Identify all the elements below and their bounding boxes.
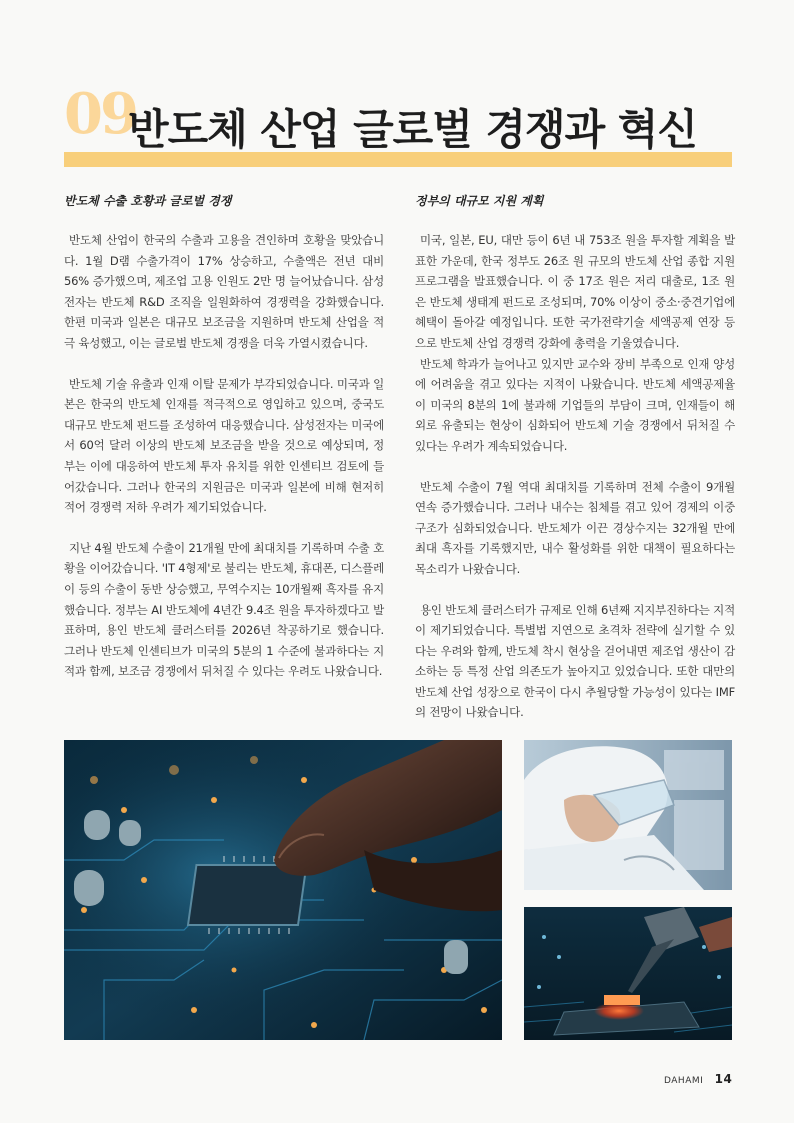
- paragraph: 용인 반도체 클러스터가 규제로 인해 6년째 지지부진하다는 지적이 제기되었습니다. 특별법 지연으로 초격차 전략에 실기할 수 있다는 우려와 함께, 반도체 착시 현상을 걷어내면 제조업 생산이 감소하는 등 특정 산업 의존도가 높아지고 있었습니다. 또한 대만의 반도체 산업 성장으로 한국이 다시 추월당할 가능성이 있다는 IMF의 전망이 나왔습니다.: [415, 602, 735, 720]
- paragraph: 반도체 학과가 늘어나고 있지만 교수와 장비 부족으로 인재 양성에 어려움을 겪고 있다는 지적이 나왔습니다. 반도체 세액공제율이 미국의 8분의 1에 불과해 기업들의 부담이 크며, 인재들이 해외로 유출되는 현상이 심화되어 반도체 기술 경쟁에서 뒤처질 수 있다는 우려가 계속되었습니다.: [415, 356, 735, 453]
- page-number: 14: [714, 1072, 733, 1086]
- paragraph: 지난 4월 반도체 수출이 21개월 만에 최대치를 기록하며 수출 호황을 이어갔습니다. 'IT 4형제'로 불리는 반도체, 휴대폰, 디스플레이 등의 수출이 동반 상승했고, 무역수지는 10개월째 흑자를 유지했습니다. 정부는 AI 반도체에 4년간 9.4조 원을 투자하겠다고 발표하며, 용인 반도체 클러스터를 2026년 착공하기로 했습니다. 그러나 반도체 인센티브가 미국의 5분의 1 수준에 불과하다는 지적과 함께, 보조금 경쟁에서 뒤처질 수 있다는 우려도 나왔습니다.: [64, 540, 384, 679]
- footer-brand: DAHAMI: [664, 1076, 704, 1086]
- chip-probe-photo: [524, 907, 732, 1040]
- paragraph: 반도체 수출이 7월 역대 최대치를 기록하며 전체 수출이 9개월 연속 증가했습니다. 그러나 내수는 침체를 겪고 있어 경제의 이중구조가 심화되었습니다. 반도체가 이끈 경상수지는 32개월 만에 최대 흑자를 기록했지만, 내수 활성화를 위한 대책이 필요하다는 목소리가 나왔습니다.: [415, 479, 735, 576]
- cleanroom-technician-photo: [524, 740, 732, 890]
- page-title: 반도체 산업 글로벌 경쟁과 혁신: [128, 105, 697, 154]
- section-heading-government-support: 정부의 대규모 지원 계획: [415, 194, 544, 208]
- paragraph: 미국, 일본, EU, 대만 등이 6년 내 753조 원을 투자할 계획을 발표한 가운데, 한국 정부도 26조 원 규모의 반도체 산업 종합 지원 프로그램을 발표했습니다. 이 중 17조 원은 저리 대출로, 1조 원은 반도체 생태계 펀드로 조성되며, 70% 이상이 중소·중견기업에 혜택이 돌아갈 예정입니다. 또한 국가전략기술 세액공제 연장 등으로 반도체 산업 경쟁력 강화에 총력을 기울였습니다.: [415, 233, 735, 350]
- chapter-number: 09: [64, 81, 136, 147]
- paragraph: 반도체 산업이 한국의 수출과 고용을 견인하며 호황을 맞았습니다. 1월 D램 수출가격이 17% 상승하고, 수출액은 전년 대비 56% 증가했으며, 제조업 고용 인원도 2만 명 늘어났습니다. 삼성전자는 반도체 R&D 조직을 일원화하여 경쟁력을 강화했습니다. 한편 미국과 일본은 대규모 보조금을 지원하며 반도체 산업을 적극 육성했고, 이는 글로벌 반도체 경쟁을 더욱 가열시켰습니다.: [64, 233, 384, 350]
- chapter-header: [64, 82, 732, 172]
- paragraph: 반도체 기술 유출과 인재 이탈 문제가 부각되었습니다. 미국과 일본은 한국의 반도체 인재를 적극적으로 영입하고 있으며, 중국도 대규모 반도체 펀드를 조성하여 대응했습니다. 삼성전자는 미국에서 60억 달러 이상의 반도체 보조금을 받을 것으로 예상되며, 정부는 이에 대응하여 반도체 투자 유치를 위한 인센티브 검토에 들어갔습니다. 그러나 한국의 지원금은 미국과 일본에 비해 현저히 적어 경쟁력 저하 우려가 제기되었습니다.: [64, 376, 384, 515]
- circuit-board-finger-photo: [64, 740, 502, 1040]
- section-heading-export-boom: 반도체 수출 호황과 글로벌 경쟁: [64, 194, 232, 208]
- page-footer: [664, 1072, 732, 1086]
- left-column: [64, 192, 384, 682]
- right-column: [415, 192, 735, 723]
